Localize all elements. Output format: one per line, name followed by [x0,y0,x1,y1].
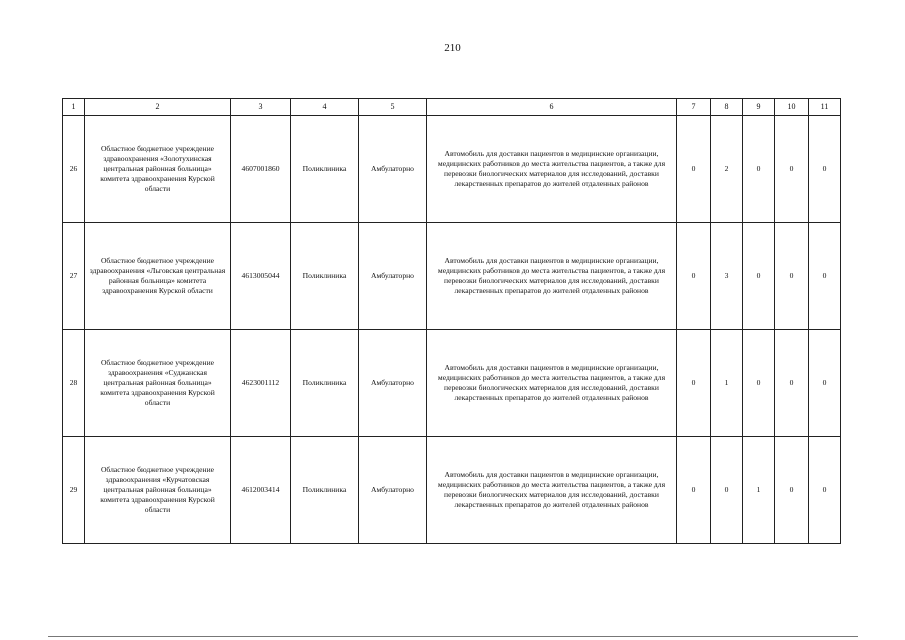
care-form: Амбулаторно [359,330,427,437]
value-col-7: 0 [677,223,711,330]
column-header: 2 [85,99,231,116]
care-form: Амбулаторно [359,437,427,544]
inn-code: 4607001860 [231,116,291,223]
value-col-10: 0 [775,223,809,330]
table-row [63,437,841,544]
care-form: Амбулаторно [359,116,427,223]
column-header: 7 [677,99,711,116]
value-col-11: 0 [809,437,841,544]
value-col-7: 0 [677,116,711,223]
column-header: 8 [711,99,743,116]
table-header-row [63,99,841,116]
column-header: 5 [359,99,427,116]
organization-name: Областное бюджетное учреждение здравоохранения «Курчатовская центральная районная больница» комитета здравоохранения Курской области [85,437,231,544]
value-col-9: 0 [743,223,775,330]
column-header: 3 [231,99,291,116]
table-row [63,223,841,330]
row-number: 28 [63,330,85,437]
value-col-8: 0 [711,437,743,544]
table-row [63,330,841,437]
organization-name: Областное бюджетное учреждение здравоохранения «Льговская центральная районная больница» комитета здравоохранения Курской области [85,223,231,330]
column-header: 6 [427,99,677,116]
vehicle-description: Автомобиль для доставки пациентов в медицинские организации, медицинских работников до места жительства пациентов, а также для перевозки биологических материалов для исследований, доставки лекарственных препаратов до жителей отдаленных районов [427,437,677,544]
value-col-8: 2 [711,116,743,223]
page-number: 210 [444,42,461,54]
value-col-8: 1 [711,330,743,437]
column-header: 11 [809,99,841,116]
vehicle-description: Автомобиль для доставки пациентов в медицинские организации, медицинских работников до места жительства пациентов, а также для перевозки биологических материалов для исследований, доставки лекарственных препаратов до жителей отдаленных районов [427,330,677,437]
value-col-7: 0 [677,330,711,437]
care-form: Амбулаторно [359,223,427,330]
value-col-9: 1 [743,437,775,544]
column-header: 9 [743,99,775,116]
vehicle-description: Автомобиль для доставки пациентов в медицинские организации, медицинских работников до места жительства пациентов, а также для перевозки биологических материалов для исследований, доставки лекарственных препаратов до жителей отдаленных районов [427,116,677,223]
column-header: 10 [775,99,809,116]
value-col-11: 0 [809,116,841,223]
value-col-7: 0 [677,437,711,544]
column-header: 1 [63,99,85,116]
organization-name: Областное бюджетное учреждение здравоохранения «Золотухинская центральная районная больница» комитета здравоохранения Курской области [85,116,231,223]
column-header: 4 [291,99,359,116]
value-col-10: 0 [775,116,809,223]
inn-code: 4623001112 [231,330,291,437]
value-col-10: 0 [775,437,809,544]
row-number: 26 [63,116,85,223]
data-table [62,98,841,544]
value-col-11: 0 [809,223,841,330]
value-col-8: 3 [711,223,743,330]
bottom-divider [48,636,858,637]
unit-type: Поликлиника [291,116,359,223]
vehicle-description: Автомобиль для доставки пациентов в медицинские организации, медицинских работников до места жительства пациентов, а также для перевозки биологических материалов для исследований, доставки лекарственных препаратов до жителей отдаленных районов [427,223,677,330]
unit-type: Поликлиника [291,223,359,330]
inn-code: 4613005044 [231,223,291,330]
unit-type: Поликлиника [291,330,359,437]
unit-type: Поликлиника [291,437,359,544]
table-row [63,116,841,223]
value-col-10: 0 [775,330,809,437]
row-number: 29 [63,437,85,544]
row-number: 27 [63,223,85,330]
value-col-9: 0 [743,116,775,223]
value-col-11: 0 [809,330,841,437]
inn-code: 4612003414 [231,437,291,544]
value-col-9: 0 [743,330,775,437]
organization-name: Областное бюджетное учреждение здравоохранения «Суджанская центральная районная больница» комитета здравоохранения Курской области [85,330,231,437]
